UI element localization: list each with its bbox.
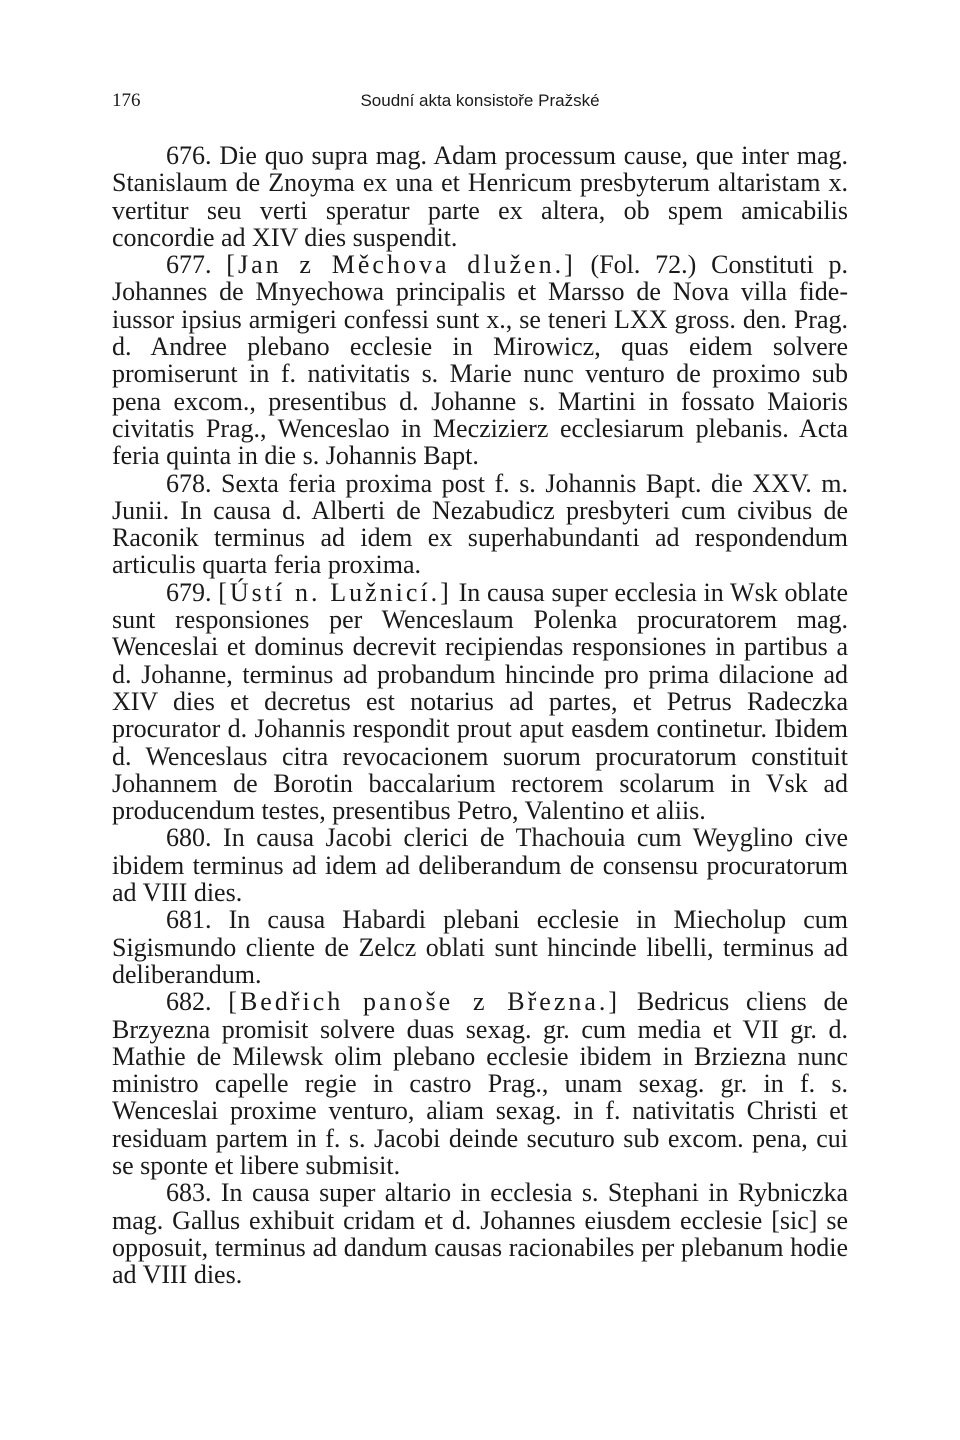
entry-number: 682. [166,987,212,1017]
entry-text: In causa Jacobi clerici de Thachouia cum Weyglino cive ibidem terminus ad idem ad deliberandum de consensu procuratorum ad VIII dies. [112,823,849,908]
running-title: Soudní akta konsistoře Pražské [360,91,600,110]
entry-text: In causa Habardi plebani ecclesie in Miecholup cum Sigismundo cliente de Zelcz oblati sunt hincinde libelli, terminus ad deliberandum. [112,905,849,989]
entry-number: 679. [166,577,212,607]
entry-number: 677. [166,250,212,280]
entry-text: Constituti p. Johannes de Mnyechowa principalis et Marsso de Nova villa fideiussor ipsius armigeri confessi sunt x., se teneri LXX gross. den. Prag. d. Andree plebano ecclesie in Mirowicz, quas eidem solvere promiserunt in f. nativitatis s. Marie nunc venturo de proximo sub pena excom., presentibus d. Johanne s. Martini in fossato Maioris civitatis Prag., Wenceslao in Meczizierz ecclesiarum plebanis. Acta feria quinta in die s. Johannis Bapt. [112,250,849,471]
entry-heading: [Jan z Měchova dlužen.] [226,250,576,280]
entry-676 [112,142,848,251]
entry-heading: [Bedřich panoše z Března.] [228,987,621,1017]
entry-682 [112,988,848,1179]
entry-number: 676. [166,141,212,170]
entry-678 [112,470,848,579]
entry-number: 681. [166,905,212,935]
entry-677 [112,251,848,469]
entry-text: In causa super ecclesia in Wsk oblate sunt responsiones per Wenceslaum Polenka procuratorem mag. Wenceslai et dominus decrevit recipiendas responsiones in partibus a d. Johanne, terminus ad probandum hincinde pro prima dilacione ad XIV dies et decretus est notarius ad partes, et Petrus Radeczka procurator d. Johannis respondit prout aput easdem continetur. Ibidem d. Wenceslaus citra revocacionem suorum procuratorum constituit Johannem de Borotin baccalarium rectorem scolarum in Vsk ad producendum testes, presentibus Petro, Valentino et aliis. [112,577,848,826]
entry-text: In causa super altario in ecclesia s. Stephani in Rybniczka mag. Gallus exhibuit cridam et d. Johannes eiusdem ecclesie [sic] se opposuit, terminus ad dandum causas racionabiles per plebanum hodie ad VIII dies. [112,1178,848,1290]
entry-number: 678. [166,468,212,498]
body-text [112,142,848,1288]
entry-text: Bedricus cliens de Brzyezna promisit solvere duas sexag. gr. cum media et VII gr. d. Mathie de Milewsk olim plebano ecclesie ibidem in Brziezna nunc ministro capelle regie in castro Prag., unam sexag. gr. in f. s. Wenceslai proxime venturo, aliam sexag. in f. nativitatis Christi et residuam partem in f. s. Jacobi deinde secuturo sub excom. pena, cui se sponte et libere submisit. [112,987,849,1180]
folio-note: (Fol. 72.) [590,250,697,280]
entry-680 [112,824,848,906]
entry-683 [112,1179,848,1288]
entry-681 [112,906,848,988]
entry-heading: [Ústí n. Lužnicí.] [218,577,452,607]
page-number: 176 [112,90,141,111]
entry-number: 680. [166,823,212,853]
entry-text: Sexta feria proxima post f. s. Johannis Bapt. die XXV. m. Junii. In causa d. Alberti de Nezabudicz presbyteri cum civibus de Raconik terminus ad idem ex superhabundanti ad respondendum articulis quarta feria proxima. [112,468,849,580]
running-head [112,88,848,114]
entry-number: 683. [166,1178,212,1208]
entry-679 [112,579,848,825]
entry-text: Die quo supra mag. Adam processum cause, que inter mag. Stanislaum de Znoyma ex una et Henricum presbyterum altaristam x. vertitur seu verti speratur parte ex altera, ob spem amicabilis concordie ad XIV dies suspendit. [112,141,848,252]
